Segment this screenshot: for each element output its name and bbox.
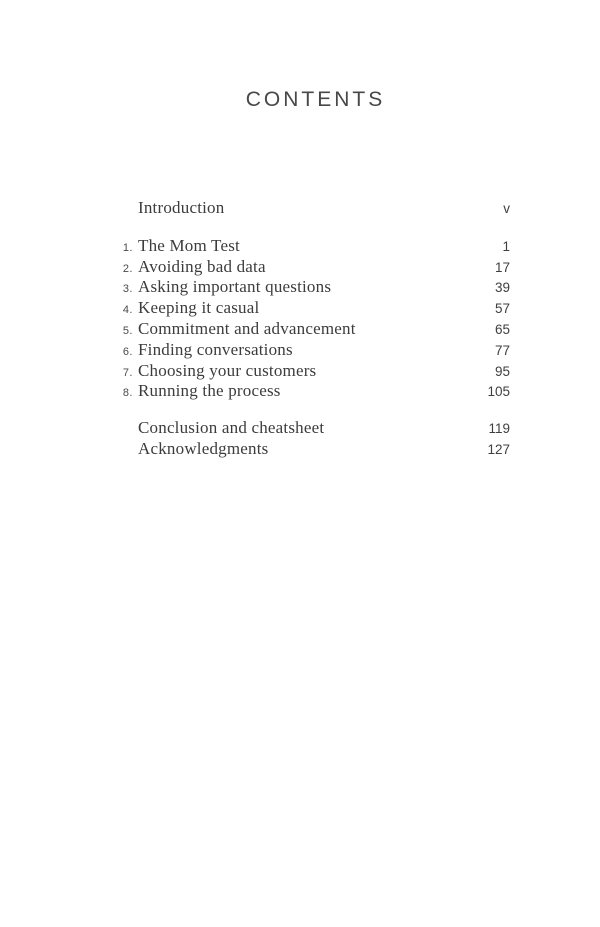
entry-label: Keeping it casual: [138, 298, 260, 318]
toc-entry-acknowledgments: [118, 439, 510, 460]
entry-label: The Mom Test: [138, 235, 240, 255]
entry-label: Commitment and advancement: [138, 318, 356, 338]
chapter-number: 7.: [122, 366, 133, 379]
chapter-number: 5.: [122, 324, 133, 337]
entry-page-number: v: [503, 201, 510, 216]
page-title: CONTENTS: [245, 88, 386, 111]
chapter-number: 3.: [122, 283, 133, 296]
entry-label: Introduction: [138, 198, 225, 217]
chapter-number: 6.: [122, 345, 133, 358]
entry-page-number: 65: [494, 321, 510, 337]
entry-page-number: 95: [494, 363, 510, 379]
entry-page-number: 77: [494, 342, 510, 358]
chapter-number: 4.: [122, 304, 133, 317]
entry-label: Finding conversations: [138, 339, 293, 359]
toc-entry-chapter-3: [118, 277, 510, 298]
toc-entry-chapter-7: [118, 361, 510, 382]
toc-entry-chapter-4: [118, 298, 510, 319]
entry-label: Avoiding bad data: [138, 256, 266, 276]
entry-page-number: 105: [487, 384, 510, 400]
chapter-number: 2.: [122, 262, 133, 275]
entry-page-number: 127: [487, 441, 510, 457]
chapter-number: 1.: [122, 241, 133, 254]
entry-label: Acknowledgments: [138, 438, 269, 458]
entry-page-number: 17: [494, 259, 510, 275]
entry-page-number: 57: [494, 301, 510, 317]
entry-label: Running the process: [138, 381, 281, 401]
toc-entry-conclusion: [118, 418, 510, 439]
entry-label: Conclusion and cheatsheet: [138, 418, 325, 438]
toc-entry-introduction: [118, 198, 510, 219]
entry-label: Asking important questions: [138, 277, 332, 297]
toc-content: [118, 88, 510, 460]
toc-entry-chapter-5: [118, 319, 510, 340]
toc-chapter-list: [118, 236, 510, 402]
toc-backmatter-list: [118, 418, 510, 460]
entry-page-number: 119: [488, 421, 510, 437]
toc-entry-chapter-8: [118, 381, 510, 402]
entry-page-number: 1: [502, 238, 510, 254]
entry-page-number: 39: [494, 280, 510, 296]
toc-entry-chapter-2: [118, 257, 510, 278]
toc-entry-chapter-1: [118, 236, 510, 257]
chapter-number: 8.: [122, 387, 133, 400]
entry-label: Choosing your customers: [138, 360, 317, 380]
toc-entry-chapter-6: [118, 340, 510, 361]
